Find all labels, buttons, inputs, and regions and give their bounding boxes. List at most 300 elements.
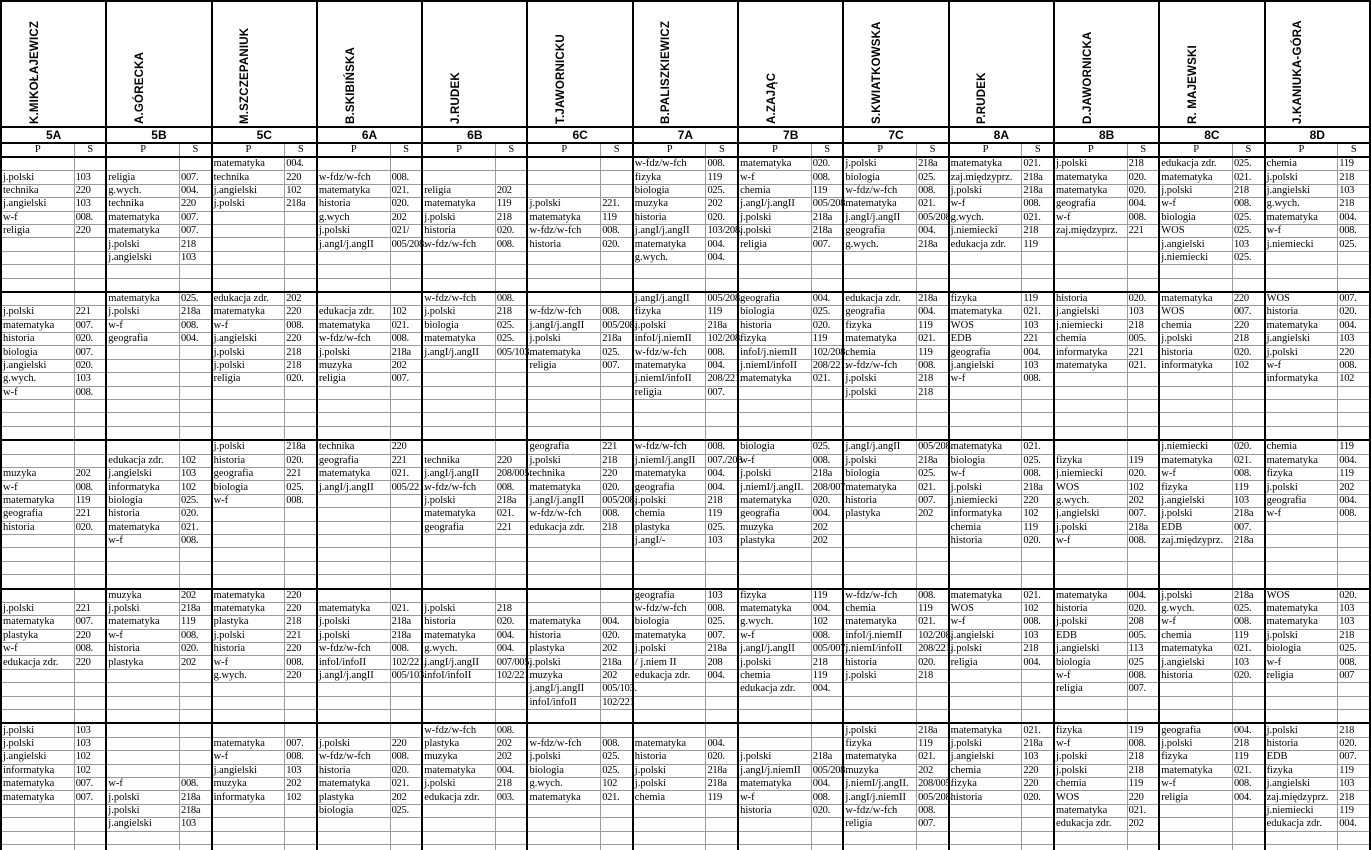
lesson-subject: WOS — [949, 602, 1022, 615]
lesson-room: 008. — [1127, 737, 1159, 750]
lesson-subject: historia — [738, 804, 811, 817]
empty-cell — [1338, 561, 1370, 574]
lesson-room: 208 — [706, 656, 738, 669]
lesson-room: 007./208 — [707, 454, 743, 466]
lesson-room: 025. — [1338, 238, 1370, 251]
lesson-room: 119 — [917, 737, 949, 750]
lesson-subject — [1, 683, 74, 696]
lesson-room — [180, 157, 212, 171]
lesson-room: 103 — [74, 198, 106, 211]
lesson-subject: j.angielski — [1265, 333, 1338, 346]
empty-cell — [811, 400, 843, 413]
lesson-subject: historia — [422, 616, 495, 629]
lesson-subject — [422, 804, 495, 817]
empty-cell — [1022, 710, 1054, 724]
lesson-room: 202 — [390, 791, 422, 804]
lesson-subject: historia — [527, 238, 600, 251]
lesson-subject: informatyka — [106, 481, 179, 494]
lesson-room: 220 — [1127, 791, 1159, 804]
lesson-room — [180, 440, 212, 454]
lesson-row — [1, 333, 1370, 346]
lesson-subject — [317, 818, 390, 831]
lesson-row — [1, 629, 1370, 642]
lesson-room: 008. — [285, 656, 317, 669]
lesson-room — [1127, 386, 1159, 399]
lesson-subject: j.polski — [843, 386, 916, 399]
empty-cell — [74, 548, 106, 561]
lesson-subject: j.polski — [317, 629, 390, 642]
lesson-subject — [106, 373, 179, 386]
lesson-subject: w-f — [106, 319, 179, 332]
lesson-room: 021. — [180, 521, 212, 534]
empty-cell — [1338, 844, 1370, 850]
class-name-6A: 6A — [317, 127, 422, 143]
lesson-subject: fizyka — [949, 292, 1022, 306]
lesson-subject: j.angI/j.angII — [633, 224, 706, 237]
empty-cell — [106, 413, 179, 426]
lesson-subject — [212, 238, 285, 251]
lesson-room: 218a — [811, 467, 843, 480]
lesson-subject — [317, 508, 390, 521]
lesson-subject: matematyka — [1159, 643, 1232, 656]
lesson-room: 103 — [1022, 319, 1054, 332]
lesson-room: 008. — [601, 737, 633, 750]
lesson-room: 008. — [285, 494, 317, 507]
empty-cell — [633, 710, 706, 724]
lesson-subject: historia — [212, 643, 285, 656]
lesson-subject: geografia — [738, 292, 811, 306]
lesson-subject: WOS — [1054, 481, 1127, 494]
lesson-subject: matematyka — [106, 211, 179, 224]
lesson-subject: w-fdz/w-fch — [843, 589, 916, 603]
lesson-room: 008. — [180, 534, 212, 547]
lesson-room: 004. — [811, 508, 843, 521]
room-col-header: S — [1338, 143, 1370, 157]
teacher-cell-5A — [1, 1, 106, 127]
empty-cell — [495, 278, 527, 292]
lesson-room: 103 — [74, 723, 106, 737]
lesson-room: 004. — [285, 157, 317, 171]
lesson-subject: edukacja zdr. — [1, 656, 74, 669]
empty-cell — [633, 575, 706, 589]
empty-cell — [601, 265, 633, 278]
lesson-subject: j.polski — [1054, 157, 1127, 171]
lesson-room: 008. — [495, 238, 527, 251]
empty-cell — [212, 710, 285, 724]
lesson-subject: matematyka — [1054, 171, 1127, 184]
lesson-subject: j.polski — [212, 198, 285, 211]
lesson-room: 007. — [285, 737, 317, 750]
lesson-room — [917, 534, 949, 547]
empty-cell — [706, 265, 738, 278]
empty-cell — [212, 413, 285, 426]
empty-cell — [917, 278, 949, 292]
empty-cell — [1338, 400, 1370, 413]
subject-col-header: P — [633, 143, 706, 157]
lesson-room — [390, 508, 422, 521]
lesson-subject — [633, 804, 706, 817]
lesson-subject: matematyka — [527, 346, 600, 359]
empty-cell — [422, 561, 495, 574]
lesson-room: 202 — [601, 643, 633, 656]
lesson-room: 103 — [74, 171, 106, 184]
empty-cell — [180, 426, 212, 440]
empty-cell — [390, 400, 422, 413]
lesson-room: 221 — [285, 629, 317, 642]
lesson-subject: j.angielski — [1265, 184, 1338, 197]
lesson-room: 020. — [1127, 292, 1159, 306]
lesson-room: 025. — [390, 804, 422, 817]
lesson-subject — [949, 386, 1022, 399]
empty-cell — [1127, 575, 1159, 589]
lesson-room: 007. — [1127, 508, 1159, 521]
empty-cell — [949, 561, 1022, 574]
lesson-subject: chemia — [738, 184, 811, 197]
lesson-subject: matematyka — [317, 319, 390, 332]
separator-row — [1, 844, 1370, 850]
lesson-room — [285, 238, 317, 251]
lesson-subject: biologia — [633, 616, 706, 629]
lesson-subject: w-fdz/w-fch — [633, 346, 706, 359]
class-name-6C: 6C — [527, 127, 632, 143]
lesson-room: 102/208. — [918, 629, 953, 641]
lesson-room: 008. — [74, 481, 106, 494]
lesson-room — [811, 723, 843, 737]
lesson-room: 103 — [1232, 656, 1264, 669]
lesson-subject: j.polski — [633, 764, 706, 777]
lesson-room — [180, 696, 212, 709]
teacher-cell-7A — [633, 1, 738, 127]
lesson-room: 102/208. — [812, 346, 848, 358]
empty-cell — [495, 265, 527, 278]
lesson-subject — [527, 804, 600, 817]
lesson-room: 025. — [601, 346, 633, 359]
lesson-room — [811, 696, 843, 709]
lesson-subject — [212, 723, 285, 737]
lesson-room: 025. — [180, 292, 212, 306]
empty-cell — [843, 413, 916, 426]
lesson-subject: matematyka — [843, 333, 916, 346]
lesson-subject: geografia — [1, 508, 74, 521]
lesson-room: 220 — [74, 184, 106, 197]
empty-cell — [633, 265, 706, 278]
lesson-subject: j.niemI/j.angII. — [738, 481, 811, 494]
lesson-room: 103 — [1338, 184, 1370, 197]
empty-cell — [633, 548, 706, 561]
lesson-room: 220 — [285, 669, 317, 682]
empty-cell — [949, 548, 1022, 561]
lesson-row — [1, 481, 1370, 494]
lesson-subject — [843, 534, 916, 547]
lesson-subject: matematyka — [1265, 211, 1338, 224]
empty-cell — [1127, 426, 1159, 440]
empty-cell — [1232, 844, 1264, 850]
lesson-subject — [527, 184, 600, 197]
lesson-row — [1, 602, 1370, 615]
lesson-row — [1, 171, 1370, 184]
lesson-subject: infoI/infoII — [422, 669, 495, 682]
empty-cell — [949, 413, 1022, 426]
lesson-subject — [1159, 683, 1232, 696]
lesson-room: 218 — [1338, 198, 1370, 211]
lesson-subject: j.angielski — [1, 751, 74, 764]
lesson-subject: muzyka — [212, 777, 285, 790]
empty-cell — [1159, 575, 1232, 589]
lesson-subject — [1265, 534, 1338, 547]
lesson-subject: j.polski — [106, 602, 179, 615]
lesson-subject: chemia — [843, 602, 916, 615]
lesson-room: 005/208. — [812, 764, 848, 776]
lesson-subject — [949, 669, 1022, 682]
lesson-subject — [212, 683, 285, 696]
empty-cell — [106, 400, 179, 413]
empty-cell — [843, 400, 916, 413]
lesson-subject — [1265, 251, 1338, 264]
lesson-subject: j.polski — [1265, 723, 1338, 737]
lesson-room — [1338, 521, 1370, 534]
lesson-room: 021. — [390, 184, 422, 197]
lesson-room — [390, 683, 422, 696]
lesson-subject — [949, 818, 1022, 831]
lesson-subject: j.angielski — [212, 333, 285, 346]
lesson-room — [811, 386, 843, 399]
lesson-subject: w-f — [212, 656, 285, 669]
lesson-room — [285, 521, 317, 534]
lesson-room: 202 — [285, 292, 317, 306]
lesson-room: 218 — [495, 211, 527, 224]
lesson-room: 007. — [74, 346, 106, 359]
teacher-name: R. MAJEWSKI — [1186, 45, 1199, 124]
lesson-subject: j.polski — [422, 306, 495, 319]
lesson-subject: matematyka — [843, 751, 916, 764]
lesson-subject: historia — [633, 751, 706, 764]
lesson-subject — [106, 669, 179, 682]
lesson-room: 218 — [1232, 737, 1264, 750]
lesson-subject: w-fdz/w-fch — [633, 157, 706, 171]
lesson-subject: j.polski — [1159, 737, 1232, 750]
lesson-room: 218 — [811, 656, 843, 669]
lesson-room: 218a — [706, 643, 738, 656]
empty-cell — [527, 844, 600, 850]
lesson-room: 218 — [601, 521, 633, 534]
lesson-subject: fizyka — [1054, 723, 1127, 737]
lesson-subject: j.polski — [738, 467, 811, 480]
lesson-room: 008. — [811, 171, 843, 184]
empty-cell — [285, 265, 317, 278]
lesson-room: 007/005. — [496, 656, 532, 668]
lesson-room: 220 — [285, 171, 317, 184]
lesson-subject: j.polski — [843, 157, 916, 171]
lesson-room: 007. — [1338, 751, 1370, 764]
lesson-room: 218a — [180, 306, 212, 319]
lesson-room: 119 — [1338, 440, 1370, 454]
lesson-subject: edukacja zdr. — [106, 454, 179, 467]
lesson-room: 020. — [495, 616, 527, 629]
lesson-subject — [422, 683, 495, 696]
lesson-room: 025. — [811, 440, 843, 454]
lesson-room: 005/208. — [918, 211, 953, 223]
empty-cell — [422, 831, 495, 844]
lesson-room: 005/208. — [391, 238, 427, 250]
lesson-subject — [1265, 696, 1338, 709]
lesson-subject: zaj.międzyprz. — [1265, 791, 1338, 804]
lesson-room: 007. — [180, 211, 212, 224]
room-col-header: S — [285, 143, 317, 157]
lesson-subject: matematyka — [1, 616, 74, 629]
lesson-room: 025. — [706, 184, 738, 197]
lesson-room: 103 — [1022, 359, 1054, 372]
empty-cell — [1, 561, 74, 574]
empty-cell — [1159, 844, 1232, 850]
empty-cell — [180, 561, 212, 574]
lesson-room — [74, 440, 106, 454]
empty-cell — [495, 831, 527, 844]
lesson-room: 020. — [1232, 440, 1264, 454]
lesson-subject: geografia — [422, 521, 495, 534]
lesson-room — [495, 359, 527, 372]
lesson-subject — [1, 157, 74, 171]
lesson-room: 020. — [917, 656, 949, 669]
empty-cell — [527, 400, 600, 413]
empty-cell — [1, 844, 74, 850]
lesson-room: 008. — [285, 319, 317, 332]
empty-cell — [1159, 400, 1232, 413]
empty-cell — [74, 265, 106, 278]
lesson-row — [1, 751, 1370, 764]
empty-cell — [1265, 575, 1338, 589]
empty-cell — [1022, 426, 1054, 440]
lesson-subject: technika — [317, 440, 390, 454]
lesson-room: 004. — [811, 602, 843, 615]
lesson-subject: w-f — [106, 629, 179, 642]
lesson-subject: j.polski — [1054, 764, 1127, 777]
lesson-room: 103 — [1232, 238, 1264, 251]
lesson-subject: fizyka — [949, 777, 1022, 790]
empty-cell — [738, 413, 811, 426]
lesson-room: 020. — [601, 629, 633, 642]
empty-cell — [1159, 831, 1232, 844]
lesson-room: 208/005. — [918, 778, 953, 790]
lesson-room: 008. — [601, 224, 633, 237]
class-name-7A: 7A — [633, 127, 738, 143]
lesson-subject: matematyka — [1, 494, 74, 507]
lesson-subject: matematyka — [1265, 454, 1338, 467]
lesson-room: 021. — [390, 602, 422, 615]
lesson-subject — [212, 696, 285, 709]
lesson-subject: matematyka — [738, 494, 811, 507]
lesson-subject: edukacja zdr. — [843, 292, 916, 306]
lesson-room: 103 — [1338, 333, 1370, 346]
empty-cell — [917, 710, 949, 724]
empty-cell — [1232, 575, 1264, 589]
class-name-8A: 8A — [949, 127, 1054, 143]
lesson-subject: edukacja zdr. — [422, 791, 495, 804]
lesson-subject: j.polski — [527, 751, 600, 764]
lesson-room: 218a — [285, 440, 317, 454]
lesson-subject: fizyka — [843, 319, 916, 332]
lesson-room: 004. — [601, 616, 633, 629]
lesson-room: 004. — [180, 333, 212, 346]
lesson-room — [495, 696, 527, 709]
lesson-room — [180, 683, 212, 696]
lesson-room: 102 — [180, 481, 212, 494]
lesson-room: 220 — [1232, 319, 1264, 332]
lesson-row — [1, 818, 1370, 831]
lesson-subject — [106, 386, 179, 399]
lesson-subject: EDB — [1159, 521, 1232, 534]
lesson-subject: matematyka — [738, 373, 811, 386]
lesson-subject: w-fdz/w-fch — [317, 333, 390, 346]
lesson-row — [1, 791, 1370, 804]
lesson-subject — [422, 696, 495, 709]
empty-cell — [1022, 265, 1054, 278]
lesson-subject: / j.niem II — [633, 656, 706, 669]
empty-cell — [811, 844, 843, 850]
lesson-room — [74, 157, 106, 171]
lesson-room: 008. — [74, 386, 106, 399]
empty-cell — [527, 426, 600, 440]
teacher-cell-8D — [1265, 1, 1370, 127]
lesson-subject: geografia — [106, 333, 179, 346]
empty-cell — [1022, 278, 1054, 292]
lesson-room: 220 — [1022, 764, 1054, 777]
lesson-room — [390, 251, 422, 264]
lesson-room: 020. — [706, 751, 738, 764]
empty-cell — [811, 831, 843, 844]
class-name-6B: 6B — [422, 127, 527, 143]
lesson-room: 021. — [917, 751, 949, 764]
lesson-subject: muzyka — [1, 467, 74, 480]
lesson-room: 007. — [917, 818, 949, 831]
lesson-room: 103 — [74, 737, 106, 750]
empty-cell — [180, 831, 212, 844]
lesson-subject: j.niemI/j.angII — [633, 454, 706, 467]
lesson-subject: w-f — [1054, 534, 1127, 547]
lesson-room: 102 — [1232, 359, 1264, 372]
lesson-subject: edukacja zdr. — [1265, 818, 1338, 831]
room-col-header: S — [1232, 143, 1264, 157]
lesson-subject: w-fdz/w-fch — [633, 440, 706, 454]
empty-cell — [285, 548, 317, 561]
lesson-subject: technika — [1, 184, 74, 197]
lesson-subject: j.polski — [949, 481, 1022, 494]
lesson-room: 005/103. — [602, 683, 637, 695]
empty-cell — [1127, 413, 1159, 426]
lesson-subject: chemia — [949, 521, 1022, 534]
lesson-subject: historia — [1, 521, 74, 534]
empty-cell — [317, 265, 390, 278]
lesson-room: 220 — [74, 656, 106, 669]
lesson-room — [390, 386, 422, 399]
lesson-room: 004. — [811, 683, 843, 696]
lesson-room — [1127, 440, 1159, 454]
lesson-room — [601, 589, 633, 603]
empty-cell — [390, 575, 422, 589]
lesson-room: 008. — [811, 791, 843, 804]
lesson-room: 021. — [1022, 723, 1054, 737]
empty-cell — [106, 265, 179, 278]
lesson-subject: j.polski — [1159, 589, 1232, 603]
lesson-room: 119 — [706, 508, 738, 521]
lesson-room: 025. — [917, 171, 949, 184]
lesson-room — [495, 157, 527, 171]
lesson-subject — [949, 696, 1022, 709]
empty-cell — [1265, 413, 1338, 426]
lesson-subject: matematyka — [212, 157, 285, 171]
empty-cell — [1232, 710, 1264, 724]
lesson-room: 218a — [917, 292, 949, 306]
lesson-room: 004. — [917, 306, 949, 319]
